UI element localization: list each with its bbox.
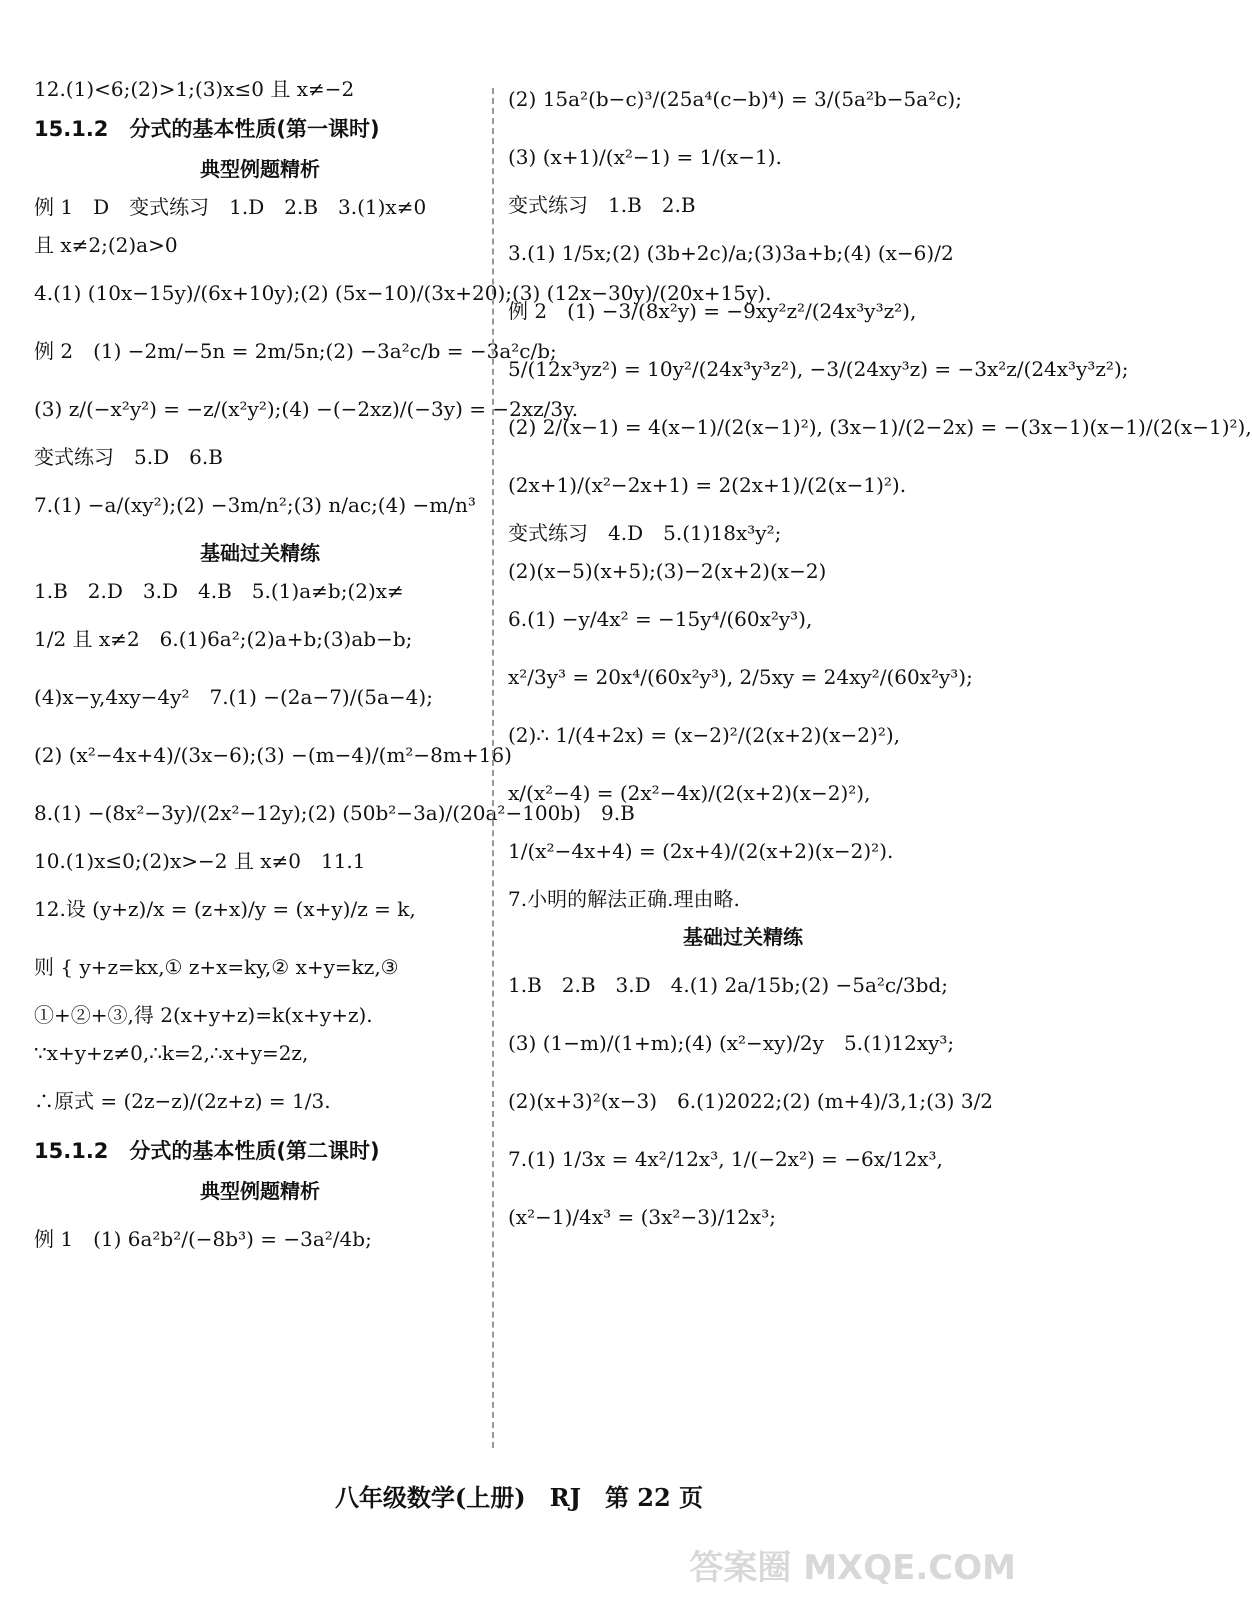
answer-line: 例 2 (1) −3/(8x²y) = −9xy²z²/(24x³y³z²), <box>508 299 917 323</box>
answer-line: (3) (x+1)/(x²−1) = 1/(x−1). <box>508 145 782 169</box>
answer-line: 变式练习 5.D 6.B <box>34 445 223 469</box>
answer-line: (2)∴ 1/(4+2x) = (x−2)²/(2(x+2)(x−2)²), <box>508 723 901 747</box>
answer-line: 1.B 2.B 3.D 4.(1) 2a/15b;(2) −5a²c/3bd; <box>508 973 948 997</box>
answer-line: (2) 15a²(b−c)³/(25a⁴(c−b)⁴) = 3/(5a²b−5a²c); <box>508 87 962 111</box>
answer-line: 7.小明的解法正确.理由略. <box>508 887 740 911</box>
section-heading: 典型例题精析 <box>200 157 320 181</box>
answer-line: 7.(1) −a/(xy²);(2) −3m/n²;(3) n/ac;(4) −m/n³ <box>34 493 476 517</box>
answer-line: 1/(x²−4x+4) = (2x+4)/(2(x+2)(x−2)²). <box>508 839 894 863</box>
section-heading: 基础过关精练 <box>200 541 320 565</box>
answer-line: 且 x≠2;(2)a>0 <box>34 233 178 257</box>
answer-line: 12.设 (y+z)/x = (z+x)/y = (x+y)/z = k, <box>34 897 416 921</box>
answer-line: 4.(1) (10x−15y)/(6x+10y);(2) (5x−10)/(3x+20);(3) (12x−30y)/(20x+15y). <box>34 281 772 305</box>
answer-line: (3) (1−m)/(1+m);(4) (x²−xy)/2y 5.(1)12xy³; <box>508 1031 955 1055</box>
answer-line: (2x+1)/(x²−2x+1) = 2(2x+1)/(2(x−1)²). <box>508 473 907 497</box>
answer-line: 则 { y+z=kx,① z+x=ky,② x+y=kz,③ <box>34 955 399 979</box>
page-footer: 八年级数学(上册) RJ 第 22 页 <box>334 1483 704 1512</box>
answer-line: 10.(1)x≤0;(2)x>−2 且 x≠0 11.1 <box>34 849 366 873</box>
column-divider <box>492 88 494 1448</box>
answer-line: 8.(1) −(8x²−3y)/(2x²−12y);(2) (50b²−3a)/(20a²−100b) 9.B <box>34 801 635 825</box>
answer-line: 3.(1) 1/5x;(2) (3b+2c)/a;(3)3a+b;(4) (x−6)/2 <box>508 241 954 265</box>
right-column <box>508 70 1252 1246</box>
answer-line: (4)x−y,4xy−4y² 7.(1) −(2a−7)/(5a−4); <box>34 685 433 709</box>
section-heading: 15.1.2 分式的基本性质(第二课时) <box>34 1139 380 1163</box>
answer-line: ∴原式 = (2z−z)/(2z+z) = 1/3. <box>34 1089 331 1113</box>
answer-line: 变式练习 1.B 2.B <box>508 193 696 217</box>
section-heading: 基础过关精练 <box>683 925 803 949</box>
answer-line: 变式练习 4.D 5.(1)18x³y²; <box>508 521 782 545</box>
answer-line: 7.(1) 1/3x = 4x²/12x³, 1/(−2x²) = −6x/12x³, <box>508 1147 943 1171</box>
answer-line: (2) 2/(x−1) = 4(x−1)/(2(x−1)²), (3x−1)/(2−2x) = −(3x−1)(x−1)/(2(x−1)²), <box>508 415 1252 439</box>
answer-line: (2) (x²−4x+4)/(3x−6);(3) −(m−4)/(m²−8m+16) <box>34 743 512 767</box>
answer-line: 5/(12x³yz²) = 10y²/(24x³y³z²), −3/(24xy³z) = −3x²z/(24x³y³z²); <box>508 357 1129 381</box>
answer-line: 1/2 且 x≠2 6.(1)6a²;(2)a+b;(3)ab−b; <box>34 627 413 651</box>
section-heading: 15.1.2 分式的基本性质(第一课时) <box>34 117 380 141</box>
watermark-logo: 答案圈 MXQE.COM <box>689 1548 1016 1588</box>
answer-line: (x²−1)/4x³ = (3x²−3)/12x³; <box>508 1205 776 1229</box>
answer-line: 例 1 (1) 6a²b²/(−8b³) = −3a²/4b; <box>34 1227 372 1251</box>
answer-line: ①+②+③,得 2(x+y+z)=k(x+y+z). <box>34 1003 373 1027</box>
answer-line: x/(x²−4) = (2x²−4x)/(2(x+2)(x−2)²), <box>508 781 871 805</box>
answer-line: 例 1 D 变式练习 1.D 2.B 3.(1)x≠0 <box>34 195 427 219</box>
answer-line: (2)(x+3)²(x−3) 6.(1)2022;(2) (m+4)/3,1;(3) 3/2 <box>508 1089 994 1113</box>
answer-line: ∵x+y+z≠0,∴k=2,∴x+y=2z, <box>34 1041 309 1065</box>
answer-line: 例 2 (1) −2m/−5n = 2m/5n;(2) −3a²c/b = −3a²c/b; <box>34 339 557 363</box>
answer-line: (2)(x−5)(x+5);(3)−2(x+2)(x−2) <box>508 559 827 583</box>
answer-line: 12.(1)<6;(2)>1;(3)x≤0 且 x≠−2 <box>34 77 355 101</box>
answer-line: 6.(1) −y/4x² = −15y⁴/(60x²y³), <box>508 607 813 631</box>
answer-line: 1.B 2.D 3.D 4.B 5.(1)a≠b;(2)x≠ <box>34 579 404 603</box>
answer-line: x²/3y³ = 20x⁴/(60x²y³), 2/5xy = 24xy²/(60x²y³); <box>508 665 973 689</box>
section-heading: 典型例题精析 <box>200 1179 320 1203</box>
answer-line: (3) z/(−x²y²) = −z/(x²y²);(4) −(−2xz)/(−3y) = −2xz/3y. <box>34 397 579 421</box>
